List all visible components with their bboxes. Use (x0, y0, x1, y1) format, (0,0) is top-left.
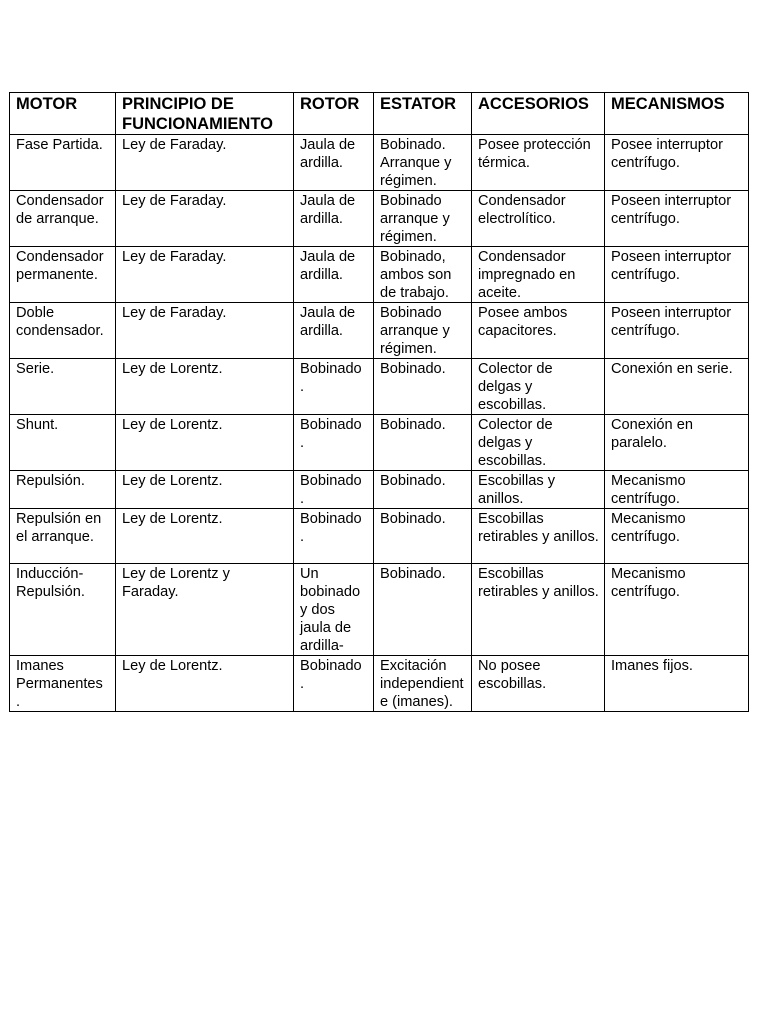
cell-rotor: Jaula de ardilla. (294, 191, 374, 247)
cell-mecanismos: Poseen interruptor centrífugo. (605, 247, 749, 303)
table-row (10, 303, 749, 359)
header-accesorios: ACCESORIOS (472, 93, 605, 135)
header-mecanismos: MECANISMOS (605, 93, 749, 135)
cell-principio: Ley de Faraday. (116, 191, 294, 247)
motor-comparison-table (9, 92, 749, 712)
cell-accesorios: Escobillas y anillos. (472, 471, 605, 509)
cell-estator: Bobinado. (374, 564, 472, 656)
cell-accesorios: Escobillas retirables y anillos. (472, 564, 605, 656)
cell-estator: Bobinado arranque y régimen. (374, 191, 472, 247)
cell-principio: Ley de Lorentz. (116, 471, 294, 509)
cell-accesorios: No posee escobillas. (472, 656, 605, 712)
cell-estator: Bobinado, ambos son de trabajo. (374, 247, 472, 303)
cell-rotor: Jaula de ardilla. (294, 247, 374, 303)
cell-mecanismos: Mecanismo centrífugo. (605, 509, 749, 564)
cell-estator: Bobinado. Arranque y régimen. (374, 135, 472, 191)
cell-estator: Excitación independiente (imanes). (374, 656, 472, 712)
cell-accesorios: Colector de delgas y escobillas. (472, 359, 605, 415)
cell-accesorios: Posee ambos capacitores. (472, 303, 605, 359)
cell-motor: Repulsión. (10, 471, 116, 509)
cell-motor: Repulsión en el arranque. (10, 509, 116, 564)
header-principio: PRINCIPIO DE FUNCIONAMIENTO (116, 93, 294, 135)
cell-mecanismos: Conexión en paralelo. (605, 415, 749, 471)
cell-motor: Shunt. (10, 415, 116, 471)
cell-mecanismos: Conexión en serie. (605, 359, 749, 415)
cell-accesorios: Condensador impregnado en aceite. (472, 247, 605, 303)
cell-principio: Ley de Faraday. (116, 135, 294, 191)
cell-motor: Condensador permanente. (10, 247, 116, 303)
table-row (10, 471, 749, 509)
cell-motor: Condensador de arranque. (10, 191, 116, 247)
cell-estator: Bobinado arranque y régimen. (374, 303, 472, 359)
cell-rotor: Bobinado . (294, 415, 374, 471)
cell-motor: Imanes Permanentes . (10, 656, 116, 712)
table-row (10, 415, 749, 471)
table-row (10, 656, 749, 712)
cell-accesorios: Colector de delgas y escobillas. (472, 415, 605, 471)
cell-principio: Ley de Faraday. (116, 303, 294, 359)
cell-motor: Fase Partida. (10, 135, 116, 191)
cell-rotor: Bobinado . (294, 656, 374, 712)
table-row (10, 359, 749, 415)
cell-rotor: Jaula de ardilla. (294, 135, 374, 191)
cell-accesorios: Posee protección térmica. (472, 135, 605, 191)
cell-rotor: Bobinado . (294, 471, 374, 509)
cell-mecanismos: Mecanismo centrífugo. (605, 471, 749, 509)
cell-estator: Bobinado. (374, 359, 472, 415)
cell-accesorios: Condensador electrolítico. (472, 191, 605, 247)
table-header-row (10, 93, 749, 135)
cell-motor: Serie. (10, 359, 116, 415)
cell-mecanismos: Imanes fijos. (605, 656, 749, 712)
table-row (10, 247, 749, 303)
cell-rotor: Bobinado . (294, 509, 374, 564)
cell-principio: Ley de Lorentz. (116, 656, 294, 712)
cell-motor: Doble condensador. (10, 303, 116, 359)
cell-estator: Bobinado. (374, 471, 472, 509)
table-row (10, 509, 749, 564)
cell-mecanismos: Poseen interruptor centrífugo. (605, 191, 749, 247)
cell-rotor: Bobinado . (294, 359, 374, 415)
cell-accesorios: Escobillas retirables y anillos. (472, 509, 605, 564)
header-rotor: ROTOR (294, 93, 374, 135)
cell-principio: Ley de Lorentz. (116, 415, 294, 471)
cell-estator: Bobinado. (374, 415, 472, 471)
header-estator: ESTATOR (374, 93, 472, 135)
cell-rotor: Un bobinado y dos jaula de ardilla- (294, 564, 374, 656)
cell-principio: Ley de Faraday. (116, 247, 294, 303)
cell-principio: Ley de Lorentz y Faraday. (116, 564, 294, 656)
cell-mecanismos: Poseen interruptor centrífugo. (605, 303, 749, 359)
cell-estator: Bobinado. (374, 509, 472, 564)
cell-motor: Inducción-Repulsión. (10, 564, 116, 656)
header-motor: MOTOR (10, 93, 116, 135)
table-row (10, 135, 749, 191)
cell-principio: Ley de Lorentz. (116, 359, 294, 415)
cell-rotor: Jaula de ardilla. (294, 303, 374, 359)
cell-mecanismos: Mecanismo centrífugo. (605, 564, 749, 656)
cell-principio: Ley de Lorentz. (116, 509, 294, 564)
table-row (10, 191, 749, 247)
cell-mecanismos: Posee interruptor centrífugo. (605, 135, 749, 191)
table-row (10, 564, 749, 656)
